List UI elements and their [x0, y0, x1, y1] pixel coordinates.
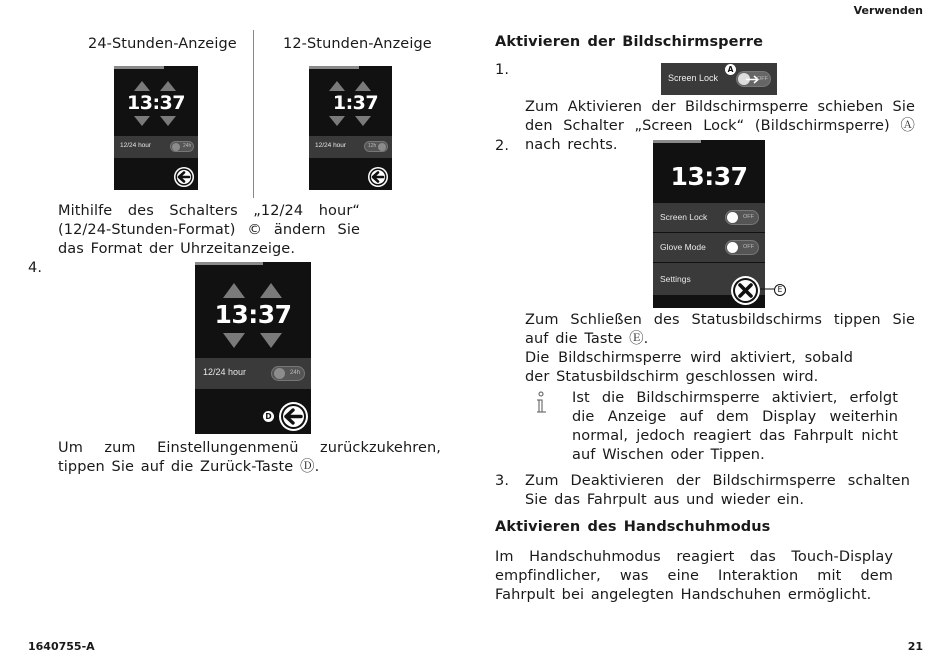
- minute-down-icon: [355, 116, 371, 126]
- marker-d: D: [263, 411, 274, 422]
- settings-row-12-24[interactable]: [195, 358, 311, 389]
- screen-lock-widget: [661, 63, 777, 95]
- label-12h: 12-Stunden-Anzeige: [283, 36, 432, 52]
- clock-time: 13:37: [214, 300, 292, 329]
- status-row-screen-lock[interactable]: [653, 203, 765, 232]
- footer-page-number: 21: [907, 640, 923, 653]
- minute-up-icon: [260, 283, 282, 298]
- screen-lock-label: Screen Lock: [668, 73, 719, 83]
- device-screen-large: [195, 262, 311, 434]
- label-24h: 24-Stunden-Anzeige: [88, 36, 237, 52]
- status-clock-time: 13:37: [670, 162, 748, 191]
- row-label: Settings: [660, 274, 691, 284]
- step3-text: Zum Deaktivieren der Bildschirmsperre schalten Sie das Fahrpult aus und wieder ein.: [525, 473, 910, 508]
- back-button[interactable]: [174, 167, 194, 187]
- info-note-text: Ist die Bildschirmsperre aktiviert, erfolgt die Anzeige auf dem Display weiterhin normal, jedoch reagiert das Fahrpult nicht auf Wischen oder Tippen.: [572, 390, 898, 463]
- paragraph-switch: Mithilfe des Schalters „12/24 hour“ (12/24-Stunden-Format) © ändern Sie das Format der Uhrzeitanzeige.: [58, 203, 360, 257]
- glove-mode-toggle[interactable]: OFF: [725, 240, 759, 255]
- step2-text-close: Zum Schließen des Statusbildschirms tippen Sie auf die Taste Ⓔ.: [525, 312, 915, 347]
- step-number-1: 1.: [495, 62, 510, 78]
- back-button[interactable]: [368, 167, 388, 187]
- marker-e-leader: [760, 283, 774, 295]
- format-toggle[interactable]: 24h: [271, 366, 305, 381]
- minute-up-icon: [160, 81, 176, 91]
- row-label: 12/24 hour: [203, 367, 247, 377]
- minute-down-icon: [160, 116, 176, 126]
- step-number-2: 2.: [495, 138, 510, 154]
- status-row-glove-mode[interactable]: [653, 233, 765, 262]
- device-screen-24h: [114, 66, 198, 190]
- close-button[interactable]: [731, 276, 760, 305]
- device-screen-12h: [309, 66, 392, 190]
- paragraph-glove: Im Handschuhmodus reagiert das Touch-Display empfindlicher, was eine Interaktion mit dem Fahrpult bei angelegten Handschuhen ermöglicht.: [495, 549, 893, 603]
- marker-e: E: [774, 284, 786, 296]
- status-screen: [653, 140, 765, 308]
- minute-up-icon: [355, 81, 371, 91]
- minute-down-icon: [260, 333, 282, 348]
- heading-screen-lock: Aktivieren der Bildschirmsperre: [495, 34, 764, 50]
- format-toggle[interactable]: 24h: [170, 141, 194, 152]
- running-header: Verwenden: [853, 4, 923, 17]
- screen-lock-toggle[interactable]: OFF: [736, 71, 771, 87]
- column-divider: [253, 30, 254, 198]
- hour-down-icon: [329, 116, 345, 126]
- footer-doc-id: 1640755-A: [28, 640, 95, 653]
- back-button[interactable]: [279, 402, 308, 431]
- paragraph-back: Um zum Einstellungenmenü zurückzukehren, tippen Sie auf die Zurück-Taste Ⓓ.: [58, 440, 441, 475]
- clock-time: 1:37: [332, 92, 379, 114]
- heading-glove-mode: Aktivieren des Handschuhmodus: [495, 519, 771, 535]
- row-label: Glove Mode: [660, 242, 706, 252]
- format-toggle[interactable]: 12h: [364, 141, 388, 152]
- row-label: 12/24 hour: [315, 142, 347, 149]
- step1-text: Zum Aktivieren der Bildschirmsperre schieben Sie den Schalter „Screen Lock“ (Bildschirmsperre) Ⓐ nach rechts.: [525, 99, 915, 153]
- clock-time: 13:37: [127, 92, 185, 114]
- row-label: Screen Lock: [660, 212, 708, 222]
- step-number-3: 3.: [495, 473, 510, 489]
- step-number-4: 4.: [28, 260, 43, 276]
- hour-up-icon: [223, 283, 245, 298]
- marker-a: A: [725, 64, 736, 75]
- settings-row-12-24[interactable]: [114, 136, 198, 158]
- settings-row-12-24[interactable]: [309, 136, 392, 158]
- hour-up-icon: [329, 81, 345, 91]
- screen-lock-toggle[interactable]: OFF: [725, 210, 759, 225]
- hour-up-icon: [134, 81, 150, 91]
- hour-down-icon: [223, 333, 245, 348]
- row-label: 12/24 hour: [120, 142, 152, 149]
- info-icon: [533, 391, 547, 415]
- step2-text-activate: Die Bildschirmsperre wird aktiviert, sobald der Statusbildschirm geschlossen wird.: [525, 350, 853, 385]
- hour-down-icon: [134, 116, 150, 126]
